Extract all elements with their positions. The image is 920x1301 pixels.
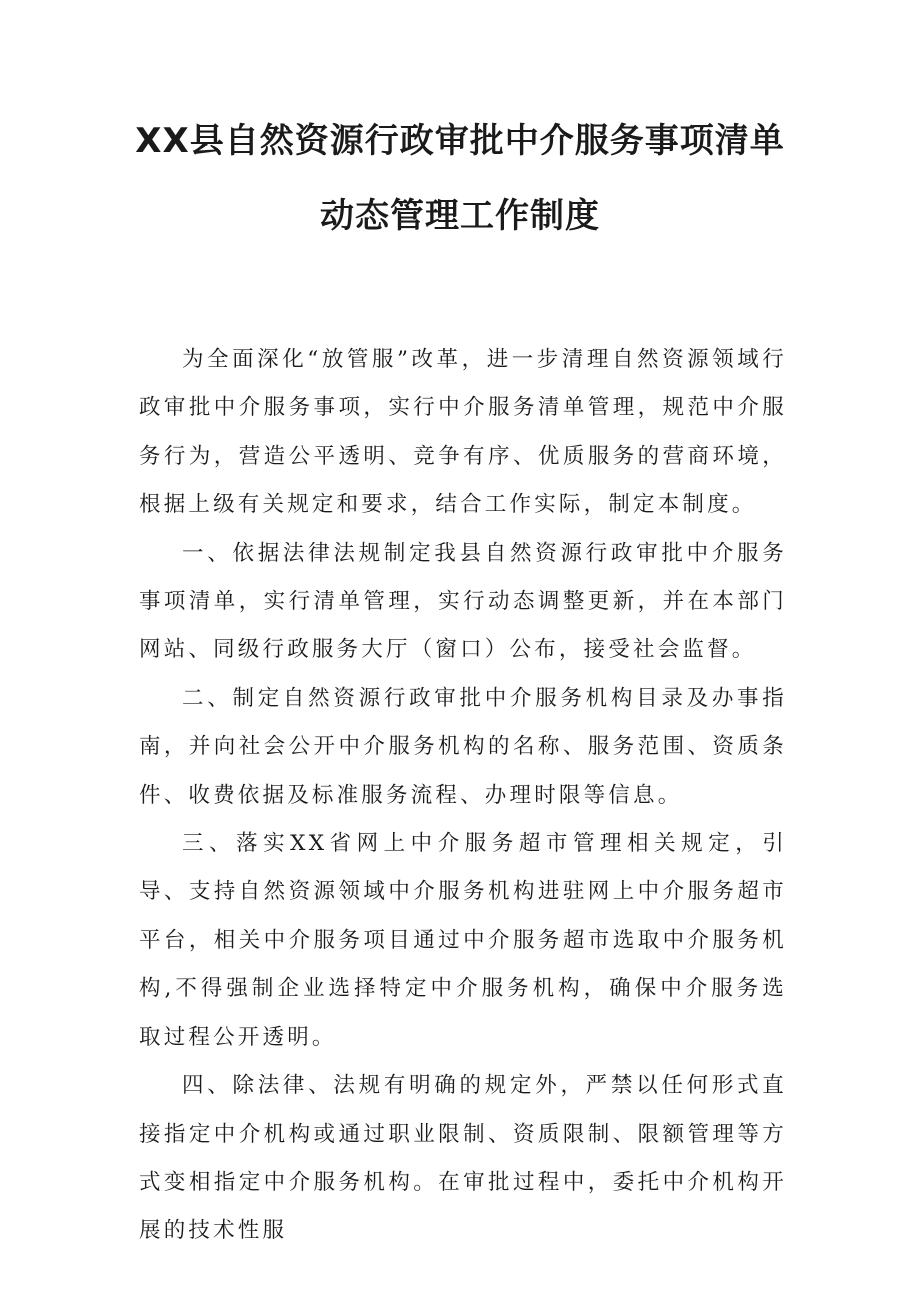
paragraph-item-4: 四、除法律、法规有明确的规定外，严禁以任何形式直接指定中介机构或通过职业限制、资质限制、限额管理等方式变相指定中介服务机构。在审批过程中，委托中介机构开展的技术性服: [139, 1073, 787, 1244]
document-body: [139, 336, 787, 1256]
document-title-line-2: 动态管理工作制度: [320, 196, 600, 236]
paragraph-item-1: 一、依据法律法规制定我县自然资源行政审批中介服务事项清单，实行清单管理，实行动态调整更新，并在本部门网站、同级行政服务大厅（窗口）公布，接受社会监督。: [139, 540, 787, 663]
paragraph-intro: 为全面深化“放管服”改革，进一步清理自然资源领域行政审批中介服务事项，实行中介服务清单管理，规范中介服务行为，营造公平透明、竞争有序、优质服务的营商环境，根据上级有关规定和要求，结合工作实际，制定本制度。: [139, 347, 787, 518]
paragraph-item-2: 二、制定自然资源行政审批中介服务机构目录及办事指南，并向社会公开中介服务机构的名称、服务范围、资质条件、收费依据及标准服务流程、办理时限等信息。: [139, 685, 787, 808]
document-title-line-1: XX县自然资源行政审批中介服务事项清单: [135, 121, 785, 161]
paragraph-item-3: 三、落实XX省网上中介服务超市管理相关规定，引导、支持自然资源领域中介服务机构进驻网上中介服务超市平台，相关中介服务项目通过中介服务超市选取中介服务机构,不得强制企业选择特定中介服务机构，确保中介服务选取过程公开透明。: [139, 831, 787, 1050]
